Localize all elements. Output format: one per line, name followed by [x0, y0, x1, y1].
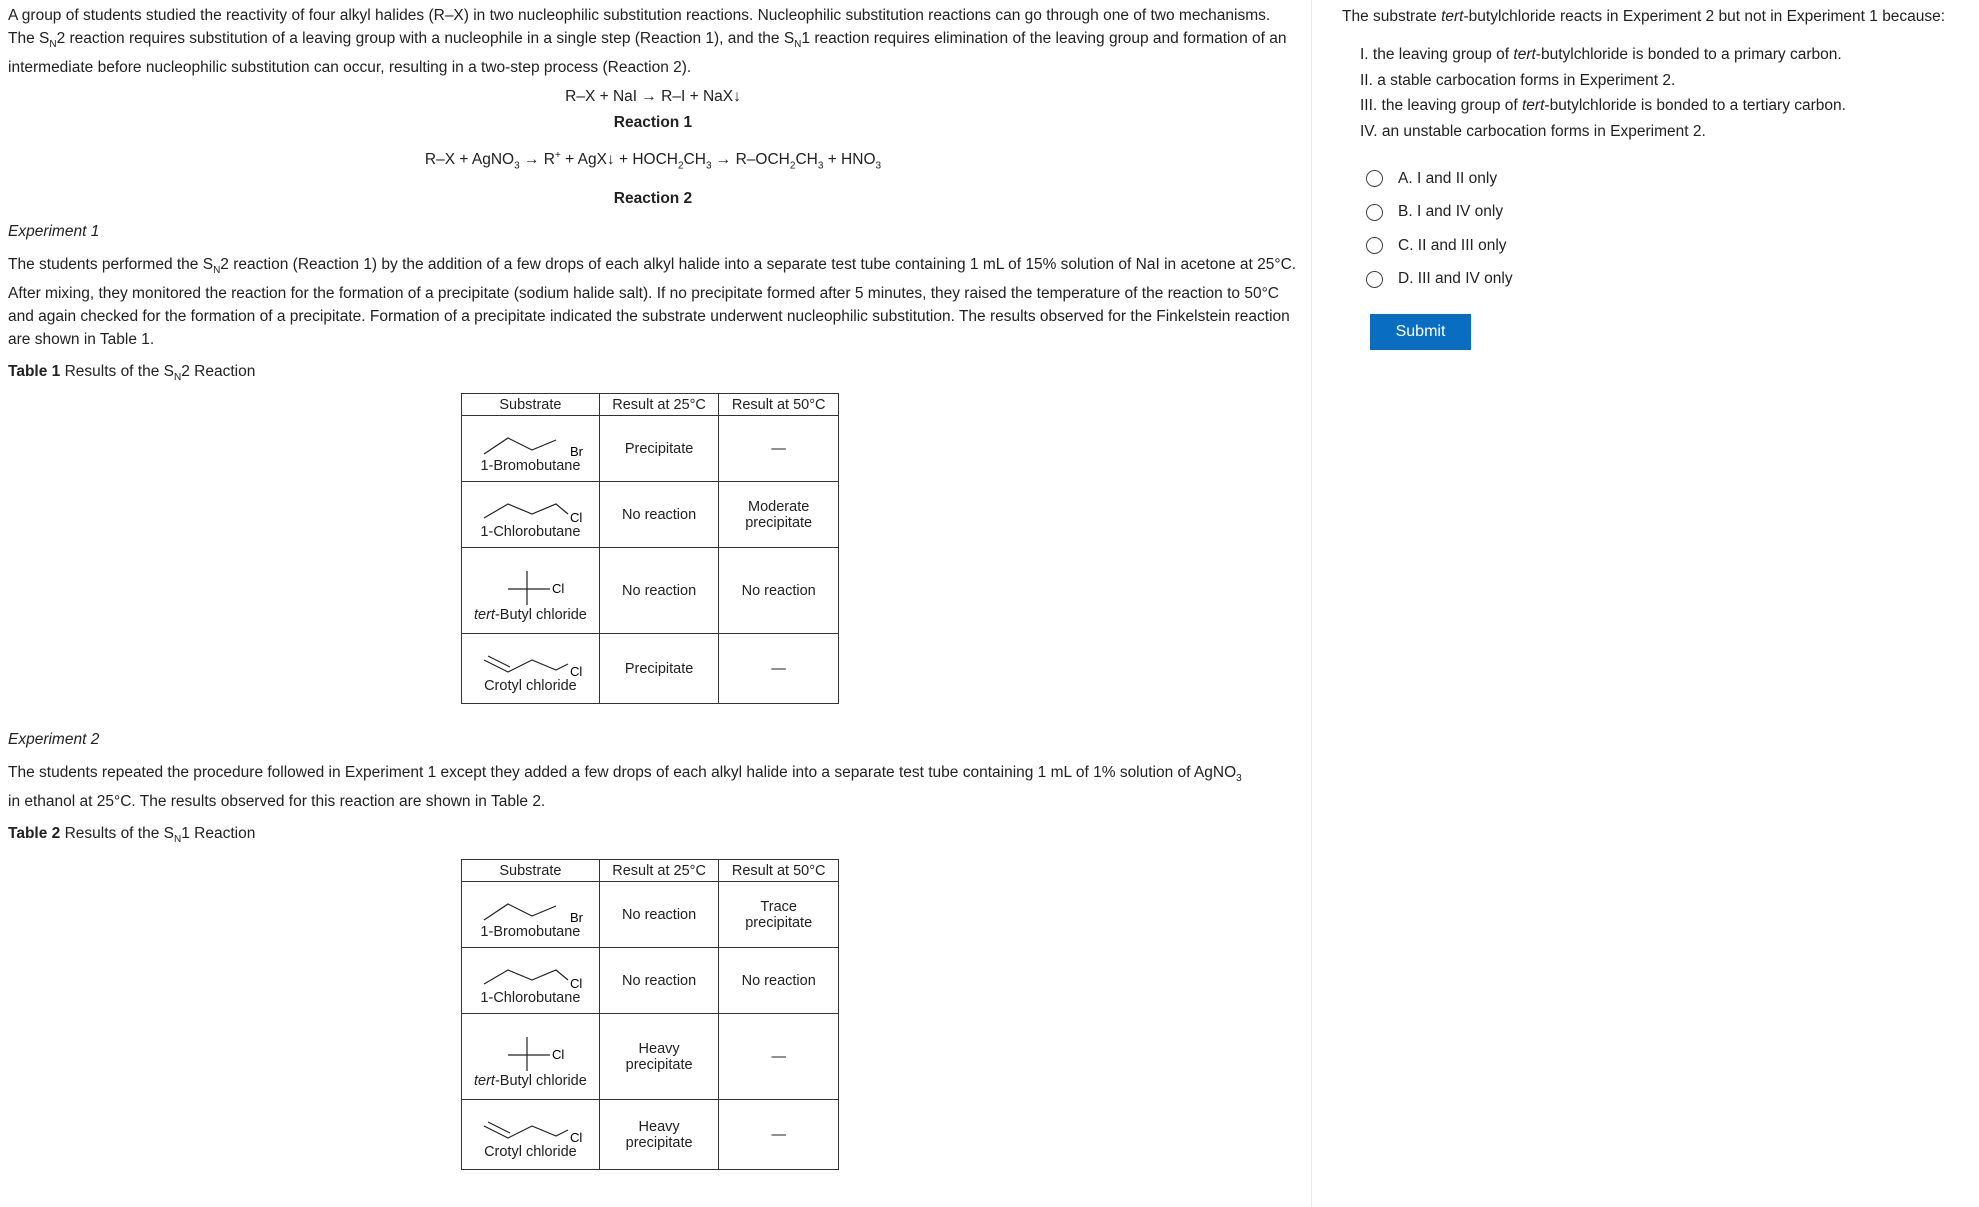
result-25-cell: Precipitate — [599, 634, 719, 704]
experiment-2-section — [8, 728, 1298, 851]
result-25-cell: No reaction — [599, 548, 719, 634]
column-header: Substrate — [462, 860, 600, 882]
table-row — [462, 882, 839, 948]
result-50-cell: — — [719, 634, 839, 704]
substrate-cell — [462, 1014, 600, 1100]
substrate-name: tert-Butyl chloride — [474, 606, 587, 623]
option-d[interactable] — [1366, 263, 1972, 297]
statement-item: I. the leaving group of tert-butylchloride is bonded to a primary carbon. — [1360, 46, 1842, 63]
table-2-caption: Table 2 Results of the $S_N1$ Reaction — [8, 825, 256, 846]
substrate-cell — [462, 882, 600, 948]
substrate-cell — [462, 948, 600, 1014]
table-header-row — [462, 394, 839, 416]
substrate-cell — [462, 1100, 600, 1170]
table-row — [462, 1014, 839, 1100]
option-label: D. III and IV only — [1398, 270, 1513, 288]
substrate-cell — [462, 482, 600, 548]
table-row — [462, 548, 839, 634]
substrate-name: Crotyl chloride — [484, 677, 577, 694]
tert-butyl-chloride-structure — [470, 559, 590, 609]
reaction-2-equation: R–X + AgNO$_3$ → R+ + AgX↓ + $HOCH_2CH_3 \to R-OCH_2CH_3 + HNO_3$ — [424, 150, 882, 172]
table-header-row — [462, 860, 839, 882]
table-row — [462, 482, 839, 548]
reaction-2-label: Reaction 2 — [613, 190, 693, 208]
result-50-cell: No reaction — [719, 948, 839, 1014]
result-25-cell: Heavy precipitate — [599, 1100, 719, 1170]
radio-button[interactable] — [1366, 237, 1383, 254]
result-50-cell: — — [719, 1014, 839, 1100]
halogen-label: Br — [570, 443, 584, 459]
crotyl-chloride-structure — [470, 1110, 590, 1146]
submit-button[interactable]: Submit — [1370, 314, 1471, 350]
result-25-cell: No reaction — [599, 948, 719, 1014]
option-b[interactable] — [1366, 196, 1972, 230]
column-header: Substrate — [462, 394, 600, 416]
question-stem: The substrate tert-butylchloride reacts in Experiment 2 but not in Experiment 1 because: — [1342, 8, 1946, 25]
result-25-cell: No reaction — [599, 882, 719, 948]
table-row — [462, 416, 839, 482]
intro-paragraph: A group of students studied the reactivity of four alkyl halides (R–X) in two nucleophilic substitution reactions. Nucleophilic substitution reactions can go through one of two mechanisms. The $S_N2$ reaction requires substitution of a leaving group with a nucleophile in a single step (Reaction 1), and the $S_N1$ reaction requires elimination of the leaving group and formation of an intermediate before nucleophilic substitution can occur, resulting in a two-step process (Reaction 2). — [8, 7, 1287, 77]
question-panel — [1342, 6, 1972, 296]
substrate-name: Crotyl chloride — [484, 1143, 577, 1160]
table-row — [462, 634, 839, 704]
radio-button[interactable] — [1366, 170, 1383, 187]
experiment-1-title: Experiment 1 — [8, 223, 100, 241]
experiment-1-text: The students performed the $S_N2$ reaction (Reaction 1) by the addition of a few drops of each alkyl halide into a separate test tube containing 1 mL of 15% solution of NaI in acetone at 25°C. After mixing, they monitored the reaction for the formation of a precipitate (sodium halide salt). If no precipitate formed after 5 minutes, they raised the temperature of the reaction to 50°C and again checked for the formation of a precipitate. Formation of a precipitate indicated the substrate underwent nucleophilic substitution. The results observed for the Finkelstein reaction are shown in Table 1. — [8, 256, 1297, 349]
result-25-cell: Precipitate — [599, 416, 719, 482]
halogen-label: Cl — [570, 509, 583, 525]
substrate-name: tert-Butyl chloride — [473, 1072, 587, 1089]
halogen-label: Cl — [570, 1129, 583, 1145]
halogen-label: Cl — [552, 580, 565, 596]
substrate-cell — [462, 416, 600, 482]
result-50-cell: — — [719, 1100, 839, 1170]
option-label: A. I and II only — [1398, 169, 1498, 187]
result-50-cell: Moderate precipitate — [719, 482, 839, 548]
column-header: Result at 50°C — [719, 860, 839, 882]
radio-button[interactable] — [1366, 271, 1383, 288]
reaction-1-equation: R–X + NaI → R–I + NaX↓ — [565, 88, 741, 106]
option-label: B. I and IV only — [1398, 203, 1504, 221]
option-c[interactable] — [1366, 229, 1972, 263]
substrate-name: 1-Bromobutane — [480, 923, 581, 940]
experiment-2-text: The students repeated the procedure followed in Experiment 1 except they added a few drops of each alkyl halide into a separate test tube containing 1 mL of 1% solution of AgNO$_3$ in ethanol at 25°C. The results observed for this reaction are shown in Table 2. — [8, 764, 1242, 811]
1-chlorobutane-structure — [470, 956, 590, 992]
passage — [8, 4, 1298, 390]
answer-options — [1366, 162, 1972, 296]
column-header: Result at 25°C — [599, 394, 719, 416]
substrate-name: 1-Bromobutane — [480, 457, 581, 474]
option-a[interactable] — [1366, 162, 1972, 196]
1-chlorobutane-structure — [470, 490, 590, 526]
statement-item: IV. an unstable carbocation forms in Experiment 2. — [1360, 122, 1706, 140]
option-label: C. II and III only — [1398, 236, 1507, 254]
experiment-2-title: Experiment 2 — [8, 731, 100, 748]
result-50-cell: No reaction — [719, 548, 839, 634]
table-1-caption: Table 1 Results of the $S_N2$ Reaction — [8, 363, 256, 384]
column-header: Result at 25°C — [599, 860, 719, 882]
table-row — [462, 1100, 839, 1170]
column-header: Result at 50°C — [719, 394, 839, 416]
halogen-label: Br — [570, 909, 584, 925]
substrate-cell — [462, 548, 600, 634]
1-bromobutane-structure — [470, 890, 590, 926]
statement-item: III. the leaving group of tert-butylchloride is bonded to a tertiary carbon. — [1360, 97, 1846, 114]
substrate-name: 1-Chlorobutane — [480, 523, 581, 540]
statement-list — [1360, 42, 1972, 144]
result-25-cell: No reaction — [599, 482, 719, 548]
tert-butyl-chloride-structure — [470, 1025, 590, 1075]
crotyl-chloride-structure — [470, 644, 590, 680]
result-25-cell: Heavy precipitate — [599, 1014, 719, 1100]
halogen-label: Cl — [570, 975, 583, 991]
result-50-cell: Trace precipitate — [719, 882, 839, 948]
1-bromobutane-structure — [470, 424, 590, 460]
reaction-1-label: Reaction 1 — [613, 114, 693, 132]
pane-divider — [1311, 0, 1312, 1207]
table-1 — [461, 393, 839, 704]
statement-item: II. a stable carbocation forms in Experiment 2. — [1360, 71, 1676, 89]
result-50-cell: — — [719, 416, 839, 482]
table-row — [462, 948, 839, 1014]
radio-button[interactable] — [1366, 204, 1383, 221]
substrate-cell — [462, 634, 600, 704]
halogen-label: Cl — [570, 663, 583, 679]
table-2 — [461, 859, 839, 1170]
substrate-name: 1-Chlorobutane — [480, 989, 581, 1006]
halogen-label: Cl — [552, 1046, 565, 1062]
